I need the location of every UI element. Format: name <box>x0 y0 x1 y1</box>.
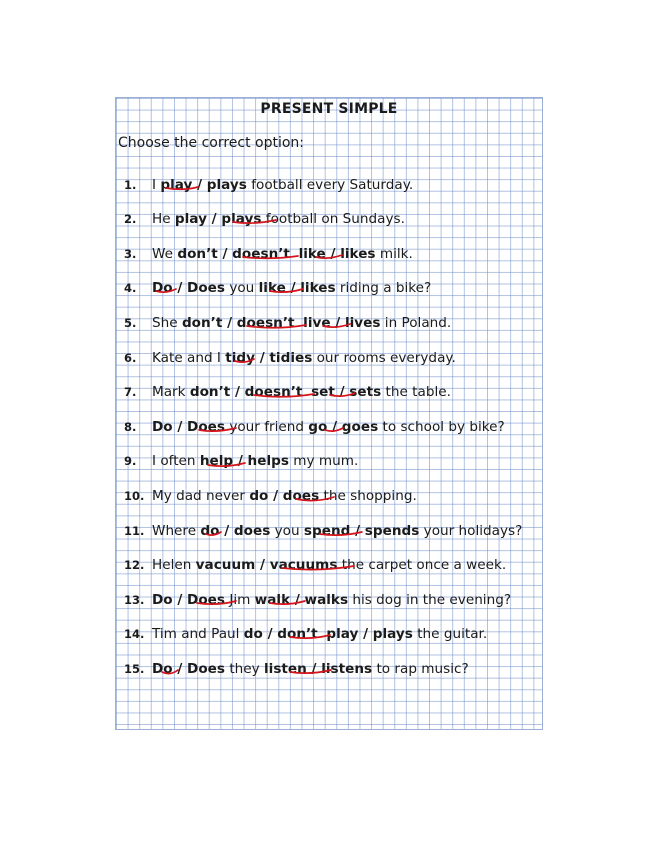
exercise-sentence <box>152 211 405 227</box>
answer-options[interactable]: like / likes <box>298 246 376 262</box>
sentence-text: She <box>152 315 182 331</box>
sentence-text: We <box>152 246 178 262</box>
exercise-row <box>124 246 542 266</box>
exercise-row <box>124 488 542 508</box>
exercise-number: 8. <box>124 420 137 434</box>
sentence-text: Kate and I <box>152 350 226 366</box>
sentence-text: the guitar. <box>412 626 488 642</box>
exercise-sentence <box>152 592 511 608</box>
sentence-text: you <box>270 523 304 539</box>
exercise-number: 14. <box>124 627 145 641</box>
exercise-sentence <box>152 661 469 677</box>
sentence-text: the table. <box>381 384 451 400</box>
sentence-text: He <box>152 211 175 227</box>
sentence-text: the shopping. <box>319 488 417 504</box>
sentence-text <box>302 384 311 400</box>
exercise-sentence <box>152 315 451 331</box>
sentence-text: My dad never <box>152 488 250 504</box>
answer-options[interactable]: play / plays <box>326 626 413 642</box>
answer-options[interactable]: set / sets <box>311 384 382 400</box>
answer-options[interactable]: Do / Does <box>152 280 225 296</box>
exercise-sentence <box>152 626 487 642</box>
exercise-sentence <box>152 177 413 193</box>
sentence-text <box>295 315 304 331</box>
exercise-row <box>124 592 542 612</box>
exercise-sentence <box>152 523 522 539</box>
exercise-number: 3. <box>124 247 137 261</box>
worksheet-grid-paper <box>115 97 543 730</box>
exercise-row <box>124 419 542 439</box>
answer-options[interactable]: do / does <box>200 523 271 539</box>
answer-options[interactable]: Do / Does <box>152 661 225 677</box>
exercise-row <box>124 523 542 543</box>
sentence-text: to school by bike? <box>378 419 505 435</box>
exercise-sentence <box>152 280 431 296</box>
exercise-number: 9. <box>124 454 137 468</box>
exercise-row <box>124 626 542 646</box>
sentence-text: his dog in the evening? <box>348 592 512 608</box>
sentence-text: in Poland. <box>380 315 452 331</box>
answer-options[interactable]: spend / spends <box>303 523 420 539</box>
exercise-row <box>124 661 542 681</box>
answer-options[interactable]: tidy / tidies <box>225 350 313 366</box>
answer-options[interactable]: Do / Does <box>152 419 225 435</box>
sentence-text: Where <box>152 523 201 539</box>
exercise-sentence <box>152 419 505 435</box>
sentence-text: riding a bike? <box>335 280 432 296</box>
sentence-text: your holidays? <box>419 523 523 539</box>
answer-options[interactable]: like / likes <box>258 280 336 296</box>
answer-options[interactable]: go / goes <box>308 419 379 435</box>
sentence-text: I <box>152 177 161 193</box>
exercise-sentence <box>152 350 456 366</box>
sentence-text: Jim <box>225 592 255 608</box>
exercise-number: 4. <box>124 281 137 295</box>
sentence-text: to rap music? <box>372 661 469 677</box>
sentence-text: my mum. <box>288 453 359 469</box>
sentence-text: the carpet once a week. <box>337 557 507 573</box>
sentence-text: football on Sundays. <box>261 211 405 227</box>
answer-options[interactable]: play / plays <box>174 211 262 227</box>
sentence-text: our rooms everyday. <box>312 350 456 366</box>
answer-options[interactable]: play / plays <box>160 177 247 193</box>
answer-options[interactable]: walk / walks <box>254 592 349 608</box>
instruction-text: Choose the correct option: <box>118 135 305 151</box>
sentence-text: football every Saturday. <box>246 177 414 193</box>
exercise-sentence <box>152 557 506 573</box>
exercise-sentence <box>152 488 417 504</box>
exercise-number: 2. <box>124 212 137 226</box>
exercise-row <box>124 177 542 197</box>
exercise-row <box>124 350 542 370</box>
exercise-number: 10. <box>124 489 145 503</box>
exercise-number: 7. <box>124 385 137 399</box>
sentence-text: milk. <box>375 246 413 262</box>
exercise-row <box>124 211 542 231</box>
exercise-number: 13. <box>124 593 145 607</box>
exercise-sentence <box>152 246 413 262</box>
answer-options[interactable]: do / does <box>249 488 320 504</box>
answer-options[interactable]: don’t / doesn’t <box>181 315 295 331</box>
exercise-row <box>124 384 542 404</box>
answer-options[interactable]: vacuum / vacuums <box>195 557 338 573</box>
answer-options[interactable]: Do / Does <box>152 592 225 608</box>
answer-options[interactable]: don’t / doesn’t <box>189 384 303 400</box>
exercise-number: 5. <box>124 316 137 330</box>
answer-options[interactable]: help / helps <box>199 453 289 469</box>
answer-options[interactable]: listen / listens <box>264 661 373 677</box>
exercise-row <box>124 557 542 577</box>
answer-options[interactable]: do / don’t <box>243 626 318 642</box>
exercise-number: 12. <box>124 558 145 572</box>
exercise-sentence <box>152 453 358 469</box>
exercise-row <box>124 315 542 335</box>
exercise-number: 15. <box>124 662 145 676</box>
sentence-text: I often <box>152 453 200 469</box>
sentence-text: you <box>225 280 259 296</box>
answer-options[interactable]: live / lives <box>303 315 381 331</box>
exercise-row <box>124 280 542 300</box>
sentence-text: Mark <box>152 384 190 400</box>
sentence-text <box>290 246 299 262</box>
answer-options[interactable]: don’t / doesn’t <box>177 246 290 262</box>
exercise-number: 1. <box>124 178 137 192</box>
exercise-number: 11. <box>124 524 145 538</box>
sentence-text: they <box>225 661 264 677</box>
sentence-text: Tim and Paul <box>152 626 244 642</box>
worksheet-title: PRESENT SIMPLE <box>260 101 398 117</box>
exercise-sentence <box>152 384 451 400</box>
sentence-text: your friend <box>225 419 309 435</box>
sentence-text: Helen <box>152 557 196 573</box>
exercise-row <box>124 453 542 473</box>
exercise-number: 6. <box>124 351 137 365</box>
